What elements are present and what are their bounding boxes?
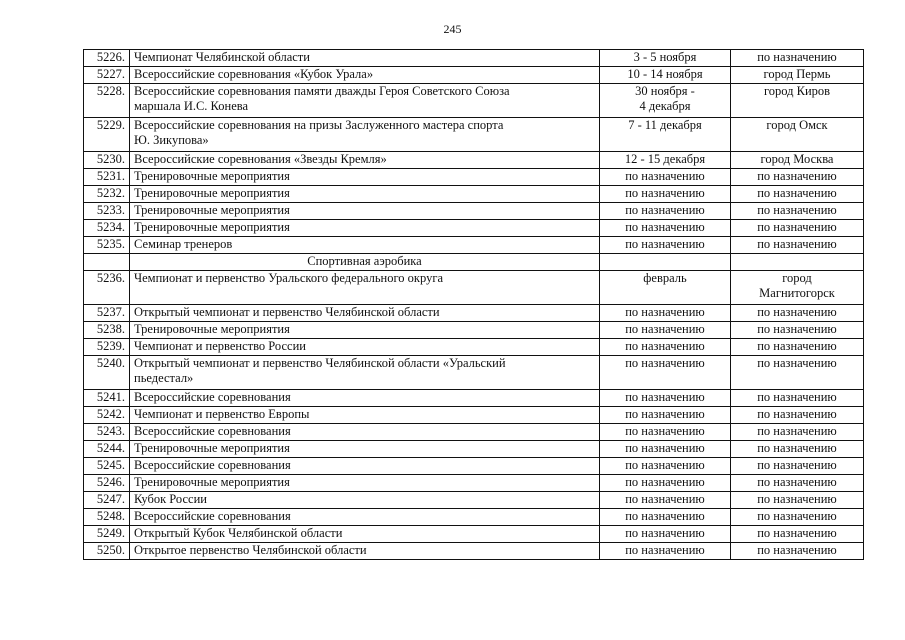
event-date-line: по назначению — [625, 509, 705, 523]
event-name-line: Всероссийские соревнования — [134, 458, 291, 472]
event-number: 5247. — [84, 492, 130, 509]
event-place — [731, 220, 864, 237]
event-date — [600, 50, 731, 67]
event-name-line: Открытый чемпионат и первенство Челябинской области «Уральский — [134, 356, 506, 370]
event-place-line: по назначению — [757, 492, 837, 506]
table-row — [84, 305, 864, 322]
event-number: 5250. — [84, 543, 130, 560]
event-date-line: по назначению — [625, 169, 705, 183]
table-row — [84, 84, 864, 118]
event-name-line: Семинар тренеров — [134, 237, 233, 251]
event-place-line: по назначению — [757, 424, 837, 438]
event-place-line: по назначению — [757, 220, 837, 234]
event-date-line: по назначению — [625, 390, 705, 404]
event-name-line: Тренировочные мероприятия — [134, 203, 290, 217]
event-place — [731, 169, 864, 186]
event-number: 5236. — [84, 271, 130, 305]
event-date-line: 12 - 15 декабря — [624, 152, 706, 166]
event-number: 5231. — [84, 169, 130, 186]
event-name-line: Открытый Кубок Челябинской области — [134, 526, 343, 540]
events-table-body — [84, 50, 864, 560]
event-name-line: Ю. Зикупова» — [134, 133, 209, 147]
event-date — [600, 203, 731, 220]
event-name — [130, 169, 600, 186]
event-place-line: по назначению — [757, 50, 837, 64]
event-place — [731, 339, 864, 356]
event-date-line: по назначению — [625, 339, 705, 353]
table-row — [84, 152, 864, 169]
event-name — [130, 237, 600, 254]
event-date — [600, 305, 731, 322]
event-number: 5239. — [84, 339, 130, 356]
event-date-line: по назначению — [625, 237, 705, 251]
event-date-line: по назначению — [625, 492, 705, 506]
event-place-line: город Киров — [763, 84, 831, 98]
event-name — [130, 152, 600, 169]
event-name-line: пьедестал» — [134, 371, 194, 385]
table-row — [84, 118, 864, 152]
event-place — [731, 424, 864, 441]
event-place-line: город Москва — [760, 152, 834, 166]
event-date-line: по назначению — [625, 305, 705, 319]
event-number: 5248. — [84, 509, 130, 526]
event-number: 5234. — [84, 220, 130, 237]
event-place — [731, 237, 864, 254]
event-place-line: по назначению — [757, 237, 837, 251]
event-date-line: по назначению — [625, 543, 705, 557]
event-place — [731, 67, 864, 84]
event-name-line: Всероссийские соревнования на призы Заслуженного мастера спорта — [134, 118, 504, 132]
event-name — [130, 186, 600, 203]
event-place-line: город — [782, 271, 812, 285]
event-name-line: Всероссийские соревнования — [134, 509, 291, 523]
event-place — [731, 84, 864, 118]
event-date-line: по назначению — [625, 220, 705, 234]
event-name-line: Чемпионат и первенство Европы — [134, 407, 310, 421]
event-name-line: Всероссийские соревнования «Звезды Кремля» — [134, 152, 387, 166]
event-place — [731, 526, 864, 543]
event-date — [600, 356, 731, 390]
table-row — [84, 203, 864, 220]
table-row — [84, 424, 864, 441]
event-name — [130, 84, 600, 118]
table-row — [84, 441, 864, 458]
table-row — [84, 543, 864, 560]
event-name-line: Тренировочные мероприятия — [134, 441, 290, 455]
event-number: 5229. — [84, 118, 130, 152]
event-date — [600, 84, 731, 118]
event-date-line: по назначению — [625, 424, 705, 438]
table-row — [84, 237, 864, 254]
event-place — [731, 186, 864, 203]
event-date-line: по назначению — [625, 458, 705, 472]
event-date-line: февраль — [643, 271, 687, 285]
event-date — [600, 492, 731, 509]
event-name-line: Чемпионат Челябинской области — [134, 50, 310, 64]
event-place-line: по назначению — [757, 169, 837, 183]
section-date-cell — [600, 254, 731, 271]
event-date-line: 3 - 5 ноября — [633, 50, 697, 64]
event-date-line: по назначению — [625, 356, 705, 370]
event-place-line: по назначению — [757, 458, 837, 472]
event-name-line: Тренировочные мероприятия — [134, 169, 290, 183]
event-place-line: по назначению — [757, 203, 837, 217]
event-date — [600, 237, 731, 254]
event-date-line: 7 - 11 декабря — [628, 118, 702, 132]
table-row — [84, 526, 864, 543]
event-date-line: по назначению — [625, 407, 705, 421]
event-place-line: по назначению — [757, 356, 837, 370]
event-date — [600, 424, 731, 441]
event-date — [600, 526, 731, 543]
event-place-line: по назначению — [757, 305, 837, 319]
event-place-line: по назначению — [757, 390, 837, 404]
event-name-line: Тренировочные мероприятия — [134, 186, 290, 200]
event-name-line: Чемпионат и первенство Уральского федерального округа — [134, 271, 444, 285]
event-place-line: по назначению — [757, 526, 837, 540]
event-date — [600, 441, 731, 458]
event-name — [130, 339, 600, 356]
table-row — [84, 67, 864, 84]
event-name — [130, 390, 600, 407]
table-row — [84, 169, 864, 186]
event-date-line: по назначению — [625, 441, 705, 455]
event-place — [731, 543, 864, 560]
event-name-line: Открытый чемпионат и первенство Челябинской области — [134, 305, 440, 319]
event-name — [130, 356, 600, 390]
event-name — [130, 271, 600, 305]
event-date-line: по назначению — [625, 475, 705, 489]
event-place-line: по назначению — [757, 441, 837, 455]
event-name-line: Чемпионат и первенство России — [134, 339, 306, 353]
event-date — [600, 152, 731, 169]
event-date — [600, 220, 731, 237]
event-date — [600, 509, 731, 526]
event-place — [731, 152, 864, 169]
event-name-line: Тренировочные мероприятия — [134, 475, 290, 489]
event-number: 5227. — [84, 67, 130, 84]
event-number: 5233. — [84, 203, 130, 220]
event-name — [130, 458, 600, 475]
event-date — [600, 475, 731, 492]
table-row — [84, 475, 864, 492]
event-place-line: по назначению — [757, 509, 837, 523]
event-place — [731, 390, 864, 407]
event-date — [600, 67, 731, 84]
event-number: 5232. — [84, 186, 130, 203]
event-place — [731, 322, 864, 339]
event-name — [130, 305, 600, 322]
event-name — [130, 407, 600, 424]
page-number: 245 — [443, 22, 462, 36]
event-number: 5249. — [84, 526, 130, 543]
event-number: 5237. — [84, 305, 130, 322]
event-place-line: по назначению — [757, 407, 837, 421]
event-number: 5230. — [84, 152, 130, 169]
table-row — [84, 509, 864, 526]
event-number: 5226. — [84, 50, 130, 67]
event-place — [731, 492, 864, 509]
event-place — [731, 475, 864, 492]
table-row — [84, 220, 864, 237]
table-row — [84, 492, 864, 509]
event-number: 5246. — [84, 475, 130, 492]
event-place — [731, 118, 864, 152]
event-date-line: 4 декабря — [639, 99, 691, 113]
event-date — [600, 543, 731, 560]
event-date — [600, 271, 731, 305]
section-header-row — [84, 254, 864, 271]
event-place — [731, 50, 864, 67]
event-name — [130, 526, 600, 543]
event-number: 5241. — [84, 390, 130, 407]
event-name-line: Кубок России — [134, 492, 207, 506]
event-name — [130, 322, 600, 339]
event-date-line: по назначению — [625, 322, 705, 336]
table-row — [84, 390, 864, 407]
event-name — [130, 67, 600, 84]
event-date-line: 30 ноября - — [635, 84, 695, 98]
event-place-line: Магнитогорск — [759, 286, 835, 300]
event-place-line: по назначению — [757, 543, 837, 557]
event-name — [130, 220, 600, 237]
table-row — [84, 356, 864, 390]
event-number: 5243. — [84, 424, 130, 441]
event-name — [130, 475, 600, 492]
event-date-line: по назначению — [625, 186, 705, 200]
event-name-line: маршала И.С. Конева — [134, 99, 249, 113]
event-number: 5238. — [84, 322, 130, 339]
event-place — [731, 458, 864, 475]
section-title: Спортивная аэробика — [130, 254, 600, 271]
event-number: 5244. — [84, 441, 130, 458]
event-date-line: 10 - 14 ноября — [627, 67, 703, 81]
event-place — [731, 356, 864, 390]
table-row — [84, 271, 864, 305]
event-name — [130, 118, 600, 152]
event-name — [130, 50, 600, 67]
event-place-line: город Омск — [766, 118, 828, 132]
section-place-cell — [731, 254, 864, 271]
event-place — [731, 407, 864, 424]
table-row — [84, 186, 864, 203]
event-date — [600, 169, 731, 186]
event-date — [600, 118, 731, 152]
event-place-line: по назначению — [757, 322, 837, 336]
event-name — [130, 424, 600, 441]
event-name — [130, 203, 600, 220]
event-name-line: Всероссийские соревнования — [134, 390, 291, 404]
event-place-line: город Пермь — [763, 67, 831, 81]
table-row — [84, 339, 864, 356]
event-date — [600, 322, 731, 339]
event-name-line: Тренировочные мероприятия — [134, 220, 290, 234]
event-date — [600, 407, 731, 424]
event-name-line: Всероссийские соревнования — [134, 424, 291, 438]
table-row — [84, 458, 864, 475]
event-place — [731, 271, 864, 305]
event-number: 5245. — [84, 458, 130, 475]
event-number: 5228. — [84, 84, 130, 118]
event-name — [130, 543, 600, 560]
event-name — [130, 492, 600, 509]
event-date — [600, 390, 731, 407]
event-place — [731, 509, 864, 526]
event-name — [130, 441, 600, 458]
event-date — [600, 458, 731, 475]
event-place-line: по назначению — [757, 475, 837, 489]
event-number: 5242. — [84, 407, 130, 424]
event-name — [130, 509, 600, 526]
event-place-line: по назначению — [757, 339, 837, 353]
event-place — [731, 203, 864, 220]
event-date — [600, 186, 731, 203]
event-number: 5235. — [84, 237, 130, 254]
section-number-cell — [84, 254, 130, 271]
event-name-line: Всероссийские соревнования «Кубок Урала» — [134, 67, 374, 81]
table-row — [84, 322, 864, 339]
event-number: 5240. — [84, 356, 130, 390]
event-name-line: Всероссийские соревнования памяти дважды Героя Советского Союза — [134, 84, 510, 98]
event-date-line: по назначению — [625, 203, 705, 217]
event-place — [731, 305, 864, 322]
event-date — [600, 339, 731, 356]
table-row — [84, 407, 864, 424]
events-table — [83, 49, 864, 560]
event-place — [731, 441, 864, 458]
table-row — [84, 50, 864, 67]
event-date-line: по назначению — [625, 526, 705, 540]
event-name-line: Тренировочные мероприятия — [134, 322, 290, 336]
event-place-line: по назначению — [757, 186, 837, 200]
event-name-line: Открытое первенство Челябинской области — [134, 543, 367, 557]
